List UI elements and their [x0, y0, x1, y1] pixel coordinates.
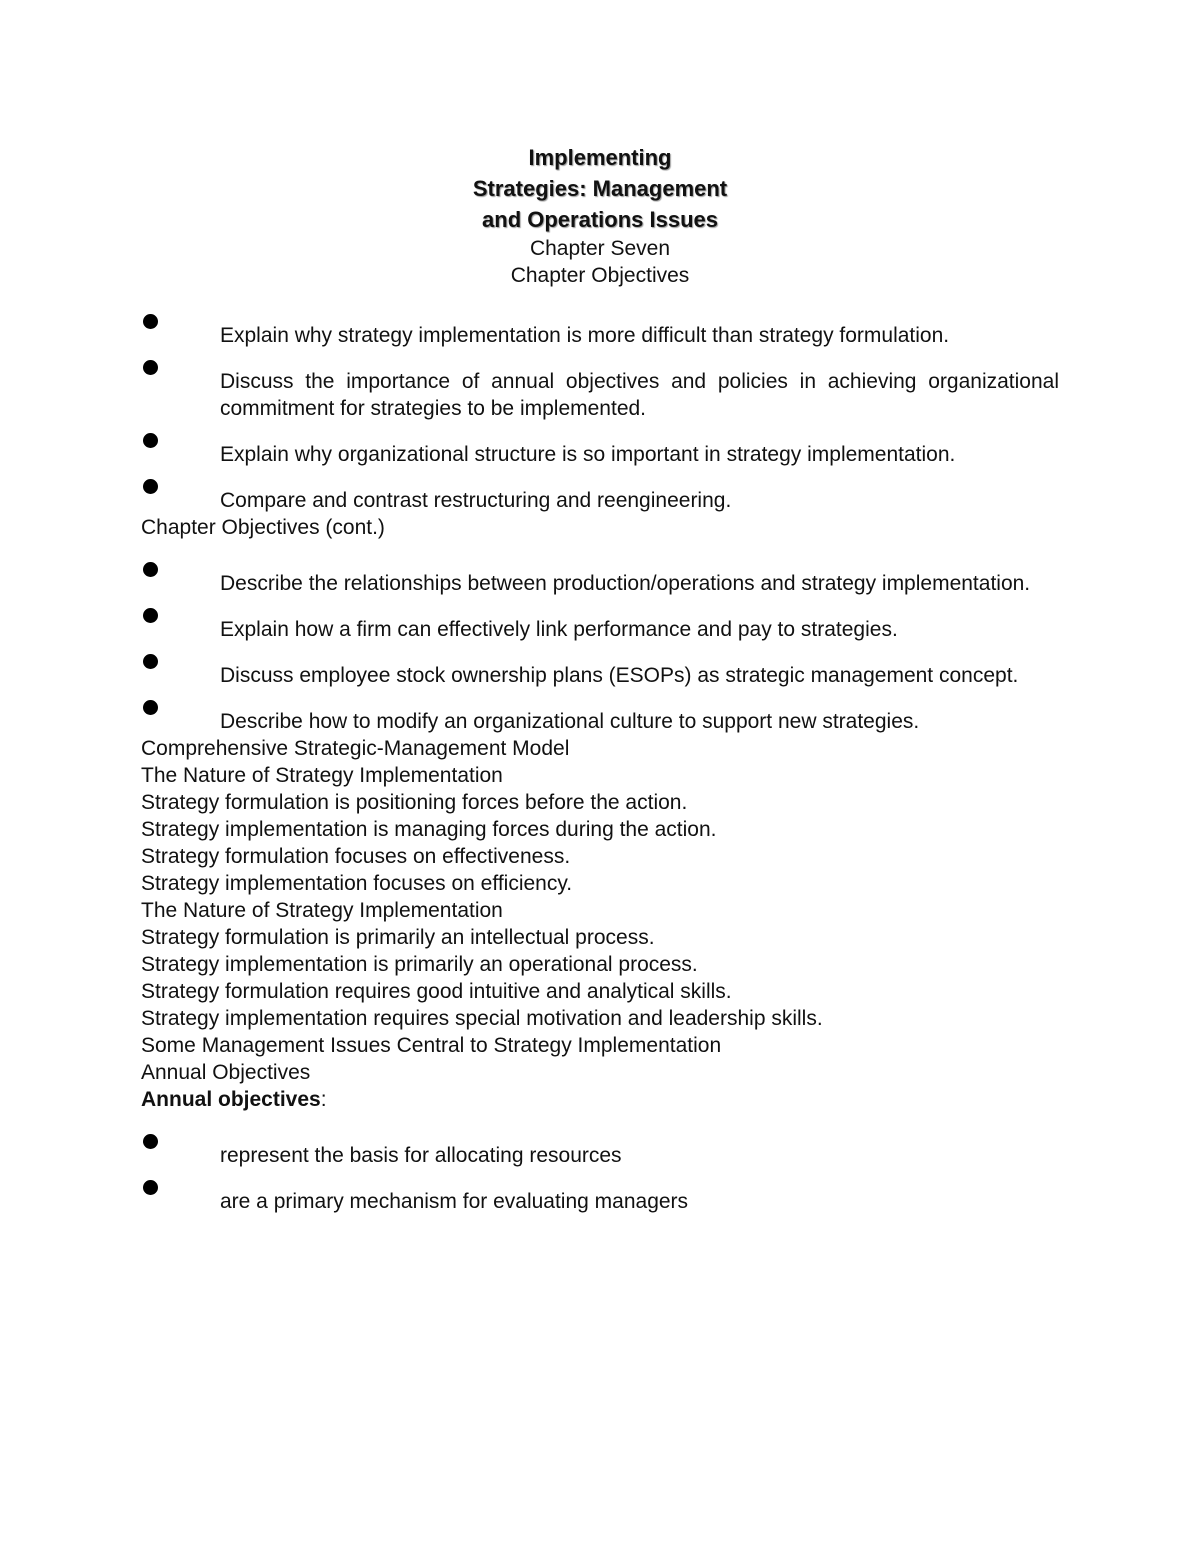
body-line: Strategy implementation is primarily an operational process.: [141, 953, 698, 976]
bullet-icon: [143, 654, 158, 669]
objective-text: Describe the relationships between production/operations and strategy implementation.: [220, 572, 1031, 595]
bullet-icon: [143, 1134, 158, 1149]
bullet-icon: [143, 700, 158, 715]
body-line: Annual Objectives: [141, 1061, 311, 1084]
objective-text: Compare and contrast restructuring and reengineering.: [220, 489, 732, 512]
objective-text: Discuss employee stock ownership plans (ESOPs) as strategic management concept.: [220, 664, 1019, 687]
bullet-icon: [143, 360, 158, 375]
body-line: The Nature of Strategy Implementation: [141, 899, 503, 922]
bullet-icon: [143, 433, 158, 448]
objective-item: [141, 441, 1059, 468]
bullet-icon: [143, 1180, 158, 1195]
bullet-icon: [143, 479, 158, 494]
objective-item: [141, 368, 1059, 422]
objective-item: [141, 708, 1059, 735]
objectives-cont-heading: Chapter Objectives (cont.): [141, 516, 385, 539]
body-line: Strategy formulation is primarily an intellectual process.: [141, 926, 655, 949]
annual-objectives-label: [141, 1086, 1059, 1113]
document-title-line-1: Implementing: [528, 145, 672, 170]
body-line: Strategy formulation is positioning forces before the action.: [141, 791, 688, 814]
document-body: [141, 310, 1059, 1234]
body-line: Strategy formulation requires good intuitive and analytical skills.: [141, 980, 732, 1003]
annual-objective-text: are a primary mechanism for evaluating managers: [220, 1190, 689, 1213]
objective-text: Discuss the importance of annual objectives and policies in achieving organizational commitment for strategies to be implemented.: [220, 370, 1059, 420]
objective-text: Explain why strategy implementation is more difficult than strategy formulation.: [220, 324, 950, 347]
body-line: Strategy implementation requires special motivation and leadership skills.: [141, 1007, 823, 1030]
document-title-line-3: and Operations Issues: [482, 207, 718, 232]
body-line: Strategy implementation is managing forces during the action.: [141, 818, 717, 841]
objective-item: [141, 322, 1059, 349]
body-line: Strategy implementation focuses on efficiency.: [141, 872, 573, 895]
bullet-icon: [143, 562, 158, 577]
annual-objectives-colon: :: [320, 1088, 327, 1111]
body-line: Some Management Issues Central to Strategy Implementation: [141, 1034, 722, 1057]
objective-text: Explain why organizational structure is so important in strategy implementation.: [220, 443, 956, 466]
objective-item: [141, 570, 1059, 597]
objectives-heading: Chapter Objectives: [510, 264, 690, 287]
bullet-icon: [143, 608, 158, 623]
chapter-label: Chapter Seven: [529, 237, 671, 260]
annual-objective-item: [141, 1142, 1059, 1169]
objective-text: Explain how a firm can effectively link performance and pay to strategies.: [220, 618, 898, 641]
body-line: Strategy formulation focuses on effectiveness.: [141, 845, 571, 868]
annual-objectives-bold: Annual objectives: [141, 1088, 321, 1111]
body-line: The Nature of Strategy Implementation: [141, 764, 503, 787]
objective-item: [141, 616, 1059, 643]
objective-item: [141, 487, 1059, 514]
annual-objective-item: [141, 1188, 1059, 1215]
bullet-icon: [143, 314, 158, 329]
title-block: [0, 142, 1200, 289]
annual-objective-text: represent the basis for allocating resources: [220, 1144, 622, 1167]
objective-text: Describe how to modify an organizational culture to support new strategies.: [220, 710, 920, 733]
objective-item: [141, 662, 1059, 689]
body-line: Comprehensive Strategic-Management Model: [141, 737, 570, 760]
document-title-line-2: Strategies: Management: [472, 176, 728, 201]
